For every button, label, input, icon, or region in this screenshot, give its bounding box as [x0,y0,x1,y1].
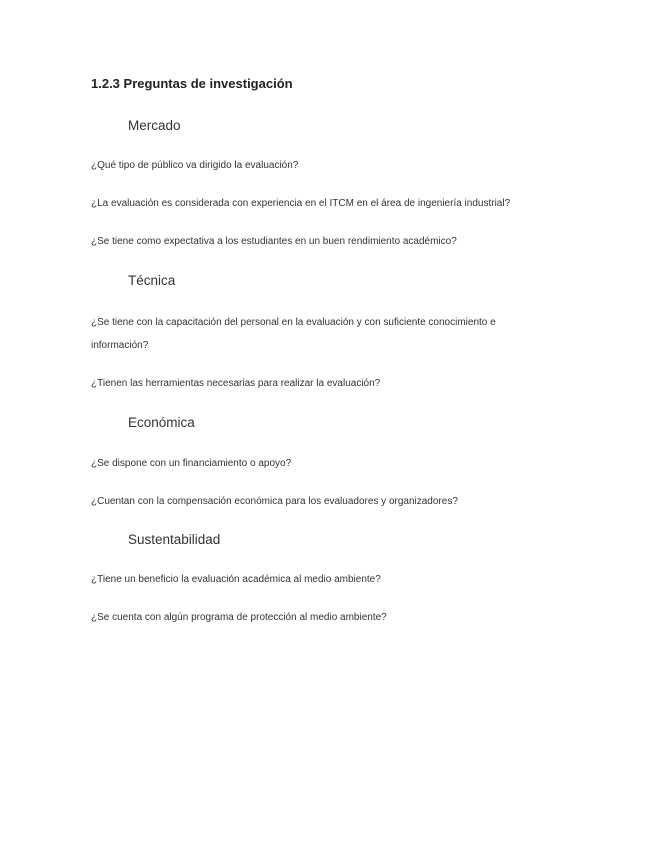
subheading-tecnica: Técnica [128,273,176,288]
question: ¿Cuentan con la compensación económica para los evaluadores y organizadores? [91,496,458,507]
question: ¿Se tiene con la capacitación del personal en la evaluación y con suficiente conocimiento e [91,317,496,328]
question: ¿La evaluación es considerada con experiencia en el ITCM en el área de ingeniería industrial? [91,198,511,209]
subheading-mercado: Mercado [128,118,181,133]
question: ¿Tienen las herramientas necesarias para realizar la evaluación? [91,378,381,389]
question: ¿Se cuenta con algún programa de protección al medio ambiente? [91,612,387,623]
section-heading: 1.2.3 Preguntas de investigación [91,76,293,91]
question: ¿Qué tipo de público va dirigido la evaluación? [91,160,299,171]
question: ¿Se tiene como expectativa a los estudiantes en un buen rendimiento académico? [91,236,457,247]
question: ¿Se dispone con un financiamiento o apoyo? [91,458,292,469]
question: ¿Tiene un beneficio la evaluación académica al medio ambiente? [91,574,381,585]
subheading-sustentabilidad: Sustentabilidad [128,532,221,547]
subheading-economica: Económica [128,415,195,430]
question-continuation: información? [91,340,149,351]
